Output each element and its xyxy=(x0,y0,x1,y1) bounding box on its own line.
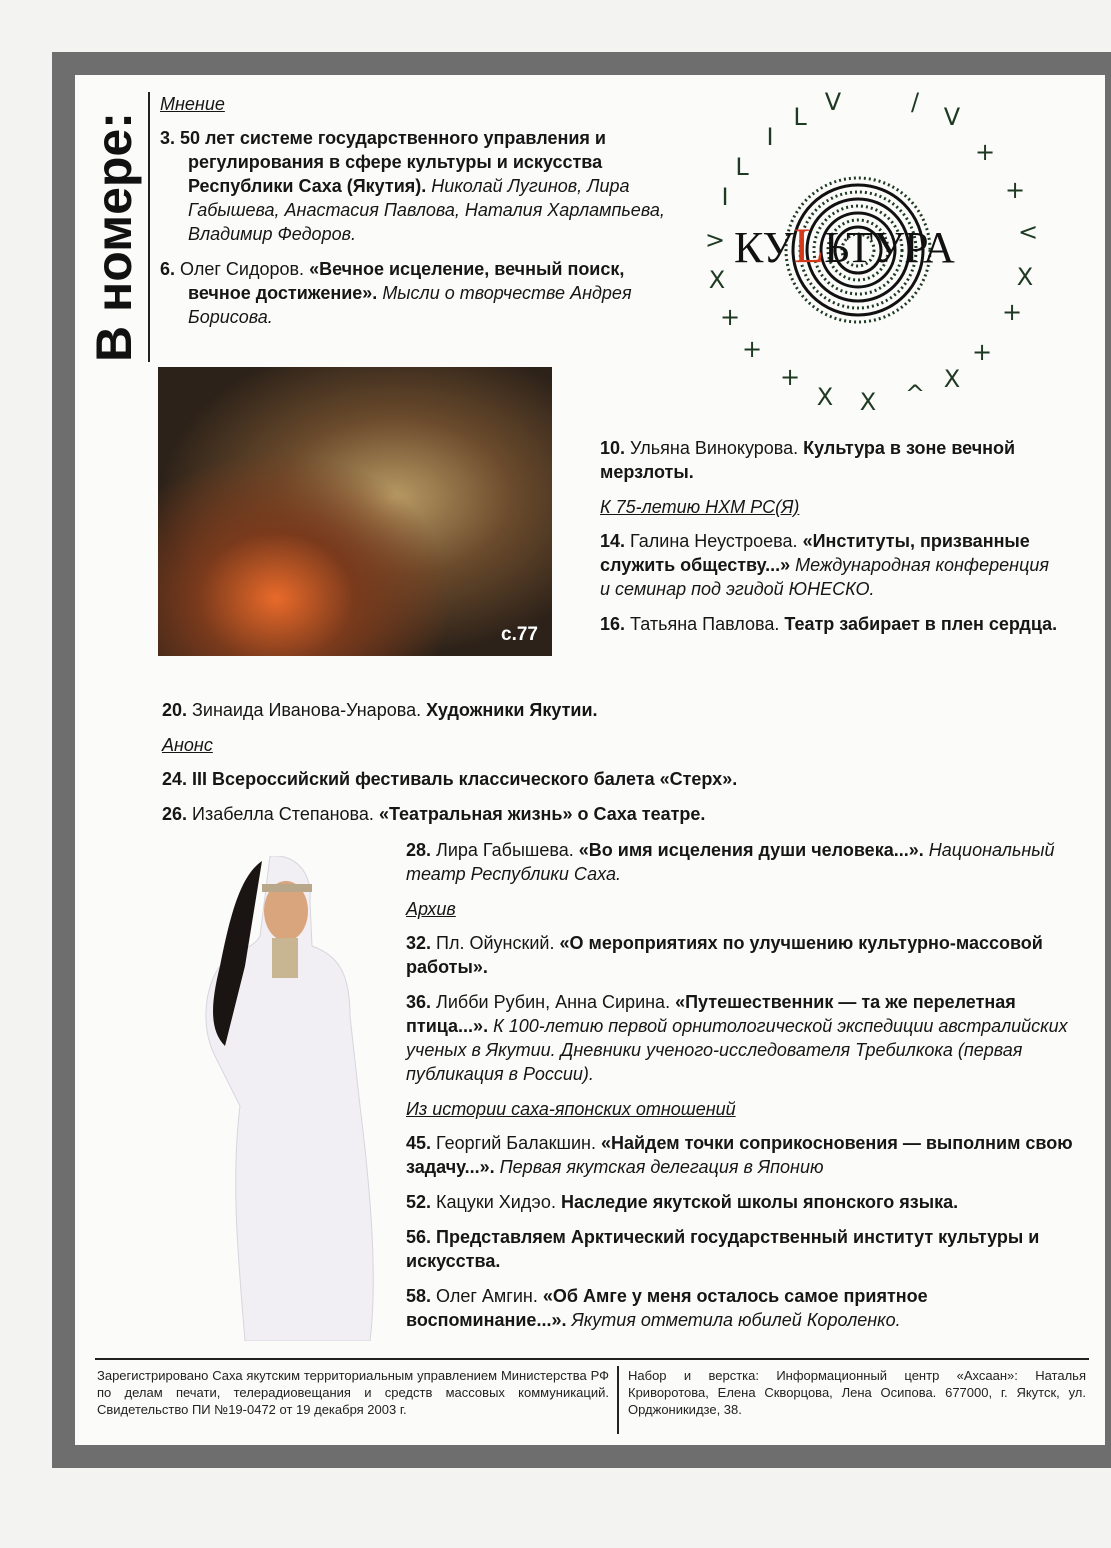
section-heading: К 75-летию НХМ РС(Я) xyxy=(600,497,800,517)
entry-title: III Всероссийский фестиваль классического балета «Стерх». xyxy=(192,769,738,789)
entry-title: «Путешественник — та же перелетная птица...». xyxy=(406,992,1016,1036)
toc-block-3 xyxy=(162,698,1062,837)
page-number: 36. xyxy=(406,992,432,1012)
toc-entry[interactable] xyxy=(162,802,1062,826)
entry-title: 50 лет системе государственного управления и регулирования в сфере культуры и искусства Республики Саха (Якутия). xyxy=(180,128,606,196)
toc-entry[interactable] xyxy=(160,126,680,246)
svg-text:<: < xyxy=(1017,218,1039,246)
section-heading: Из истории саха-японских отношений xyxy=(406,1099,736,1119)
toc-entry[interactable] xyxy=(406,1284,1076,1332)
svg-text:+: + xyxy=(779,363,801,391)
svg-text:>: > xyxy=(704,226,726,254)
entry-desc: Международная конференция и семинар под эгидой ЮНЕСКО. xyxy=(600,555,1049,599)
section-heading: Архив xyxy=(406,899,456,919)
svg-text:V: V xyxy=(824,88,842,116)
page-number: 6. xyxy=(160,259,176,279)
entry-author: Лира Габышева. xyxy=(436,840,574,860)
page-number: 3. xyxy=(160,128,176,148)
entry-title: «Найдем точки соприкосновения — выполним свою задачу...». xyxy=(406,1133,1073,1177)
page-number: 14. xyxy=(600,531,626,551)
entry-title: Представляем Арктический государственный институт культуры и искусства. xyxy=(406,1227,1040,1271)
page-number: 52. xyxy=(406,1192,432,1212)
toc-entry[interactable] xyxy=(160,257,680,329)
svg-text:I: I xyxy=(721,183,729,211)
entry-author: Кацуки Хидэо. xyxy=(436,1192,556,1212)
entry-author: Пл. Ойунский. xyxy=(436,933,555,953)
svg-text:/: / xyxy=(910,88,920,116)
entry-desc: Николай Лугинов, Лира Габышева, Анастасия Павлова, Наталия Харлампьева, Владимир Федоров. xyxy=(188,176,665,244)
footer-column-divider xyxy=(617,1366,619,1434)
entry-desc: Национальный театр Республики Саха. xyxy=(406,840,1055,884)
entry-title: Наследие якутской школы японского языка. xyxy=(560,1192,959,1212)
svg-text:X: X xyxy=(816,383,834,411)
toc-entry[interactable] xyxy=(406,838,1076,886)
section-heading: Мнение xyxy=(160,94,225,114)
svg-text:X: X xyxy=(943,365,961,393)
entry-title: Театр забирает в плен сердца. xyxy=(784,614,1058,634)
toc-block-4 xyxy=(406,838,1076,1343)
kultura-logo xyxy=(690,80,1050,420)
page-heading: В номере: xyxy=(86,112,142,362)
page-number: 58. xyxy=(406,1286,432,1306)
entry-desc: Первая якутская делегация в Японию xyxy=(499,1157,824,1177)
toc-entry[interactable] xyxy=(406,1131,1076,1179)
svg-text:X: X xyxy=(708,266,726,294)
svg-text:L: L xyxy=(793,103,807,131)
entry-title: Художники Якутии. xyxy=(426,700,598,720)
page-number: 24. xyxy=(162,769,188,789)
toc-entry[interactable] xyxy=(406,990,1076,1086)
entry-title: «Вечное исцеление, вечный поиск, вечное достижение». xyxy=(188,259,625,303)
page-number: 16. xyxy=(600,614,626,634)
svg-text:+: + xyxy=(1004,176,1026,204)
svg-text:КУLЬТУРА xyxy=(734,217,955,273)
entry-desc: Якутия отметила юбилей Короленко. xyxy=(571,1310,901,1330)
svg-text:+: + xyxy=(1001,298,1023,326)
svg-text:X: X xyxy=(859,388,877,416)
entry-title: Культура в зоне вечной мерзлоты. xyxy=(600,438,1016,482)
svg-text:I: I xyxy=(766,123,774,151)
toc-entry[interactable] xyxy=(406,1190,1076,1214)
logo-text-c: ЬТУРА xyxy=(824,223,955,272)
entry-title: «Во имя исцеления души человека...». xyxy=(578,840,924,860)
svg-text:+: + xyxy=(974,138,996,166)
page-number: 10. xyxy=(600,438,626,458)
entry-author: Либби Рубин, Анна Сирина. xyxy=(436,992,671,1012)
shaman-drum-photo xyxy=(158,367,552,656)
page-number: 20. xyxy=(162,700,188,720)
toc-entry[interactable] xyxy=(162,767,1062,791)
entry-author: Олег Амгин. xyxy=(436,1286,538,1306)
toc-entry[interactable] xyxy=(162,698,1062,722)
entry-title: «Театральная жизнь» о Саха театре. xyxy=(378,804,706,824)
entry-author: Олег Сидоров. xyxy=(180,259,305,279)
page-number: 28. xyxy=(406,840,432,860)
svg-text:+: + xyxy=(741,335,763,363)
footer-registration: Зарегистрировано Саха якутским территориальным управлением Министерства РФ по делам печати, телерадиовещания и средств массовых коммуникаций. Свидетельство ПИ №19-0472 от 19 декабря 2003 г. xyxy=(97,1368,609,1417)
logo-text-a: КУ xyxy=(734,223,794,272)
page-number: 26. xyxy=(162,804,188,824)
entry-author: Зинаида Иванова-Унарова. xyxy=(192,700,422,720)
page-number: 56. xyxy=(406,1227,432,1247)
toc-entry[interactable] xyxy=(406,1225,1076,1273)
footer-credits: Набор и верстка: Информационный центр «Ахсаан»: Наталья Криворотова, Елена Скворцова, Лена Осипова. 677000, г. Якутск, ул. Орджоникидзе, 38. xyxy=(628,1368,1086,1417)
entry-author: Галина Неустроева. xyxy=(630,531,798,551)
page-number: 32. xyxy=(406,933,432,953)
toc-block-1 xyxy=(160,92,680,340)
svg-text:V: V xyxy=(943,103,961,131)
entry-title: «О мероприятиях по улучшению культурно-массовой работы». xyxy=(406,933,1043,977)
toc-block-2 xyxy=(600,436,1060,647)
footer-divider xyxy=(95,1358,1089,1360)
logo-text-red-l: L xyxy=(793,217,825,273)
entry-author: Изабелла Степанова. xyxy=(192,804,374,824)
svg-text:+: + xyxy=(719,303,741,331)
entry-desc: Мысли о творчестве Андрея Борисова. xyxy=(188,283,632,327)
toc-entry[interactable] xyxy=(600,612,1060,636)
photo-caption: с.77 xyxy=(501,624,538,645)
entry-title: «Об Амге у меня осталось самое приятное воспоминание...». xyxy=(406,1286,928,1330)
woman-in-white-dress-photo xyxy=(200,856,380,1341)
entry-title: «Институты, призванные служить обществу...» xyxy=(600,531,1030,575)
svg-text:^: ^ xyxy=(904,380,926,408)
toc-entry[interactable] xyxy=(600,436,1060,484)
toc-entry[interactable] xyxy=(406,931,1076,979)
entry-author: Татьяна Павлова. xyxy=(630,614,780,634)
svg-text:L: L xyxy=(735,153,749,181)
entry-author: Ульяна Винокурова. xyxy=(630,438,799,458)
entry-author: Георгий Балакшин. xyxy=(436,1133,596,1153)
svg-text:+: + xyxy=(971,338,993,366)
page-number: 45. xyxy=(406,1133,432,1153)
heading-divider xyxy=(148,92,150,362)
section-heading: Анонс xyxy=(162,735,213,755)
svg-text:X: X xyxy=(1016,263,1034,291)
entry-desc: К 100-летию первой орнитологической экспедиции австралийских ученых в Якутии. Дневники ученого-исследователя Требилкока (первая публикация в России). xyxy=(406,1016,1068,1084)
toc-entry[interactable] xyxy=(600,529,1060,601)
